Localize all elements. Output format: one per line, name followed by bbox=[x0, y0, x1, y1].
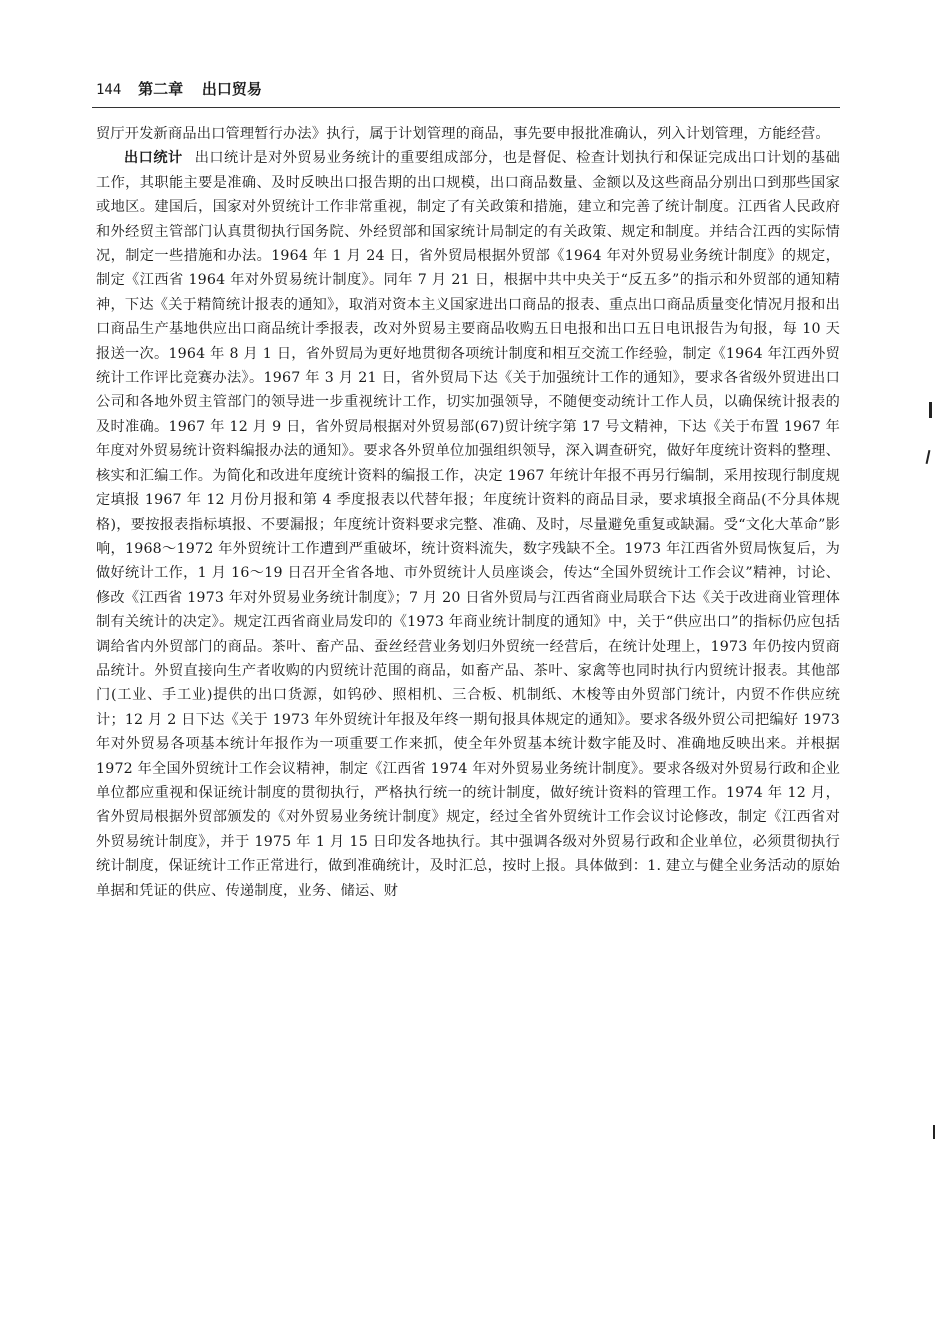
page-number: 144 bbox=[96, 82, 122, 98]
margin-mark-1 bbox=[929, 402, 932, 418]
section-paragraph-text: 出口统计是对外贸易业务统计的重要组成部分，也是督促、检查计划执行和保证完成出口计划的基础工作，其职能主要是准确、及时反映出口报告期的出口规模，出口商品数量、金额以及这些商品分别出口到那些国家或地区。建国后，国家对外贸统计工作非常重视，制定了有关政策和措施，建立和完善了统计制度。江西省人民政府和外经贸主管部门认真贯彻执行国务院、外经贸部和国家统计局制定的有关政策、规定和制度。并结合江西的实际情况，制定一些措施和办法。1964 年 1 月 24 日，省外贸局根据外贸部《1964 年对外贸易业务统计制度》的规定，制定《江西省 1964 年对外贸易统计制度》。同年 7 月 21 日，根据中共中央关于“反五多”的指示和外贸部的通知精神，下达《关于精简统计报表的通知》，取消对资本主义国家进出口商品的报表、重点出口商品质量变化情况月报和出口商品生产基地供应出口商品统计季报表，改对外贸易主要商品收购五日电报和出口五日电讯报告为旬报，每 10 天报送一次。1964 年 8 月 1 日，省外贸局为更好地贯彻各项统计制度和相互交流工作经验，制定《1964 年江西外贸统计工作评比竞赛办法》。1967 年 3 月 21 日，省外贸局下达《关于加强统计工作的通知》，要求各省级外贸进出口公司和各地外贸主管部门的领导进一步重视统计工作，切实加强领导，不随便变动统计工作人员，以确保统计报表的及时准确。1967 年 12 月 9 日，省外贸局根据对外贸易部(67)贸计统字第 17 号文精神，下达《关于布置 1967 年年度对外贸易统计资料编报办法的通知》。要求各外贸单位加强组织领导，深入调查研究，做好年度统计资料的整理、核实和汇编工作。为简化和改进年度统计资料的编报工作，决定 1967 年统计年报不再另行编制，采用按现行制度规定填报 1967 年 12 月份月报和第 4 季度报表以代替年报；年度统计资料的商品目录，要求填报全商品(不分具体规格)，要按报表指标填报、不要漏报；年度统计资料要求完整、准确、及时，尽量避免重复或缺漏。受“文化大革命”影响，1968～1972 年外贸统计工作遭到严重破坏，统计资料流失，数字残缺不全。1973 年江西省外贸局恢复后，为做好统计工作，1 月 16～19 日召开全省各地、市外贸统计人员座谈会，传达“全国外贸统计工作会议”精神，讨论、修改《江西省 1973 年对外贸易业务统计制度》；7 月 20 日省外贸局与江西省商业局联合下达《关于改进商业管理体制有关统计的决定》。规定江西省商业局发印的《1973 年商业统计制度的通知》中，关于“供应出口”的指标仍应包括调给省内外贸部门的商品。茶叶、畜产品、蚕丝经营业务划归外贸统一经营后，在统计处理上，1973 年仍按内贸商品统计。外贸直接向生产者收购的内贸统计范围的商品，如畜产品、茶叶、家禽等也同时执行内贸统计报表。其他部门(工业、手工业)提供的出口货源，如钨砂、照相机、三合板、机制纸、木梭等由外贸部门统计，内贸不作供应统计；12 月 2 日下达《关于 1973 年外贸统计年报及年终一期旬报具体规定的通知》。要求各级外贸公司把编好 1973 年对外贸易各项基本统计年报作为一项重要工作来抓，使全年外贸基本统计数字能及时、准确地反映出来。并根据 1972 年全国外贸统计工作会议精神，制定《江西省 1974 年对外贸易业务统计制度》。要求各级对外贸易行政和企业单位都应重视和保证统计制度的贯彻执行，严格执行统一的统计制度，做好统计资料的管理工作。1974 年 12 月，省外贸局根据外贸部颁发的《对外贸易业务统计制度》规定，经过全省外贸统计工作会议讨论修改，制定《江西省对外贸易统计制度》，并于 1975 年 1 月 15 日印发各地执行。其中强调各级对外贸易行政和企业单位，必须贯彻执行统计制度，保证统计工作正常进行，做到准确统计，及时汇总，按时上报。具体做到：1. 建立与健全业务活动的原始单据和凭证的供应、传递制度，业务、储运、财 bbox=[96, 150, 840, 899]
continuation-paragraph: 贸厅开发新商品出口管理暂行办法》执行，属于计划管理的商品，事先要申报批准确认，列入计划管理，方能经营。 bbox=[96, 126, 830, 142]
margin-mark-2 bbox=[926, 450, 931, 464]
section-paragraph bbox=[96, 146, 840, 903]
chapter-title: 出口贸易 bbox=[201, 80, 262, 98]
section-heading: 出口统计 bbox=[124, 150, 183, 167]
page-header bbox=[96, 78, 836, 104]
chapter-label: 第二章 bbox=[138, 80, 184, 98]
header-divider bbox=[92, 107, 840, 108]
body-text bbox=[96, 122, 840, 903]
margin-mark-3 bbox=[933, 1125, 935, 1139]
